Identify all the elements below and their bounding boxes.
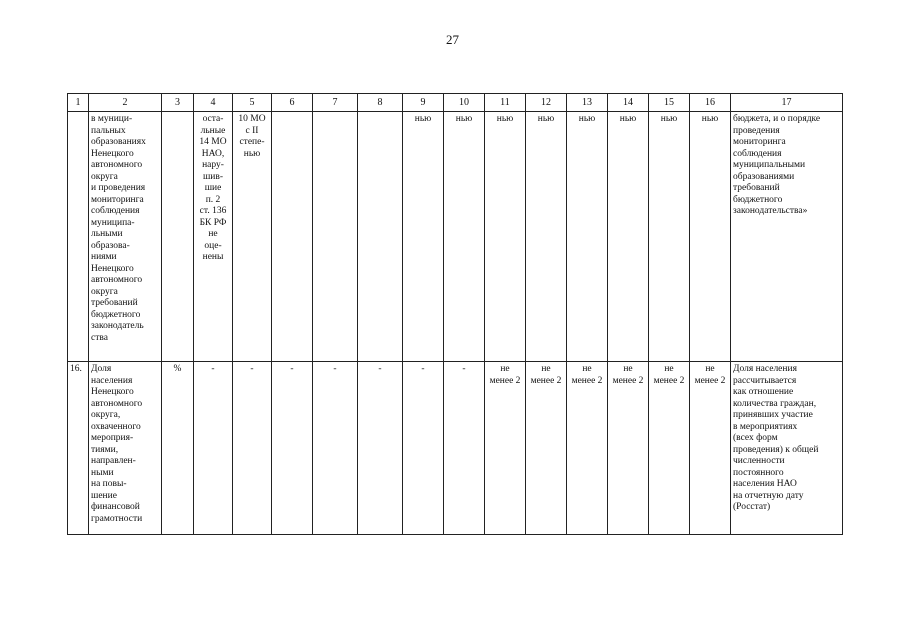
table-cell: не менее 2 — [690, 362, 731, 535]
column-header: 4 — [194, 94, 233, 112]
column-header: 7 — [313, 94, 358, 112]
table-cell: нью — [690, 112, 731, 362]
table-cell: нью — [608, 112, 649, 362]
column-header: 9 — [403, 94, 444, 112]
table-row — [68, 112, 843, 362]
column-header: 6 — [272, 94, 313, 112]
column-header: 15 — [649, 94, 690, 112]
table-cell: оста- льные 14 МО НАО, нару- шив- шие п. 2 ст. 136 БК РФ не оце- нены — [194, 112, 233, 362]
table-cell: - — [358, 362, 403, 535]
table-cell: - — [444, 362, 485, 535]
table-cell: 10 МО с II степе- нью — [233, 112, 272, 362]
table-cell: Доля населения Ненецкого автономного округа, охваченного мероприя- тиями, направлен- ными на повы- шение финансовой грамотности — [89, 362, 162, 535]
table-cell: - — [194, 362, 233, 535]
column-header: 3 — [162, 94, 194, 112]
table-cell: бюджета, и о порядке проведения мониторинга соблюдения муниципальными образованиями требований бюджетного законодательства» — [731, 112, 843, 362]
table-header-row — [68, 94, 843, 112]
table-cell: в муници- пальных образованиях Ненецкого автономного округа и проведения мониторинга соблюдения муниципа- льными образова- ниями Ненецкого автономного округа требований бюджетного законодатель ства — [89, 112, 162, 362]
column-header: 1 — [68, 94, 89, 112]
table-cell — [68, 112, 89, 362]
column-header: 12 — [526, 94, 567, 112]
table-cell: Доля населения рассчитывается как отношение количества граждан, принявших участие в мероприятиях (всех форм проведения) к общей численности постоянного населения НАО на отчетную дату (Росстат) — [731, 362, 843, 535]
table-cell: - — [233, 362, 272, 535]
table-cell — [313, 112, 358, 362]
table-cell: нью — [444, 112, 485, 362]
table-cell: % — [162, 362, 194, 535]
table-cell: нью — [526, 112, 567, 362]
table-cell — [272, 112, 313, 362]
column-header: 14 — [608, 94, 649, 112]
table-cell: не менее 2 — [608, 362, 649, 535]
table-row — [68, 362, 843, 535]
column-header: 16 — [690, 94, 731, 112]
column-header: 2 — [89, 94, 162, 112]
column-header: 10 — [444, 94, 485, 112]
document-table — [67, 93, 843, 535]
table-cell: 16. — [68, 362, 89, 535]
table-cell: не менее 2 — [526, 362, 567, 535]
table-cell: не менее 2 — [485, 362, 526, 535]
column-header: 8 — [358, 94, 403, 112]
table-cell: - — [313, 362, 358, 535]
table-cell: - — [272, 362, 313, 535]
column-header: 13 — [567, 94, 608, 112]
table-cell: нью — [403, 112, 444, 362]
table-cell: не менее 2 — [649, 362, 690, 535]
table-cell — [358, 112, 403, 362]
column-header: 5 — [233, 94, 272, 112]
column-header: 17 — [731, 94, 843, 112]
page-number: 27 — [446, 32, 459, 47]
column-header: 11 — [485, 94, 526, 112]
table-cell: нью — [485, 112, 526, 362]
table-cell: нью — [649, 112, 690, 362]
table-cell: нью — [567, 112, 608, 362]
table-cell: не менее 2 — [567, 362, 608, 535]
table-cell: - — [403, 362, 444, 535]
table-cell — [162, 112, 194, 362]
